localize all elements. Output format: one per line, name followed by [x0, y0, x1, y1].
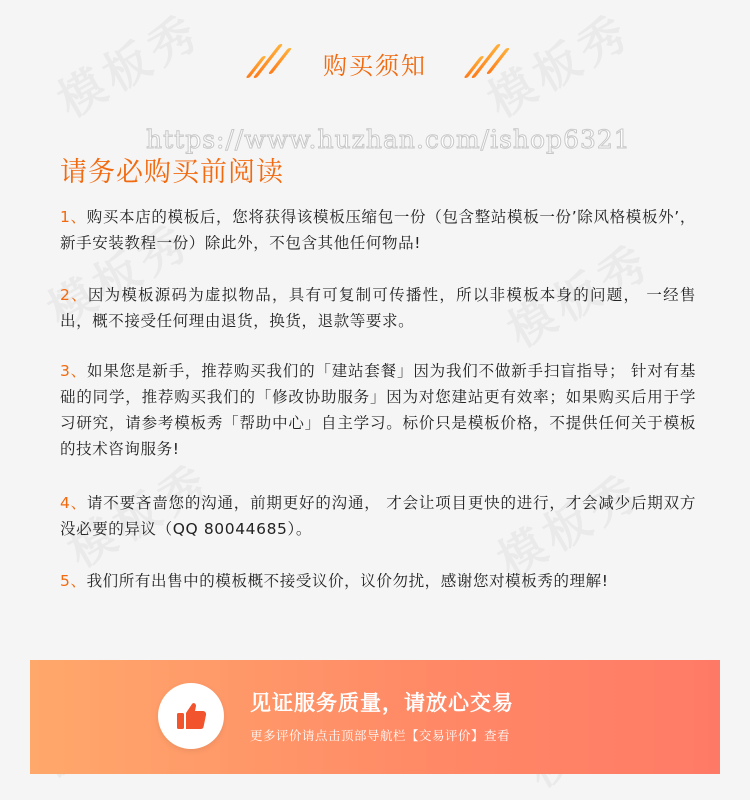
header [0, 38, 750, 88]
item-number: 4、 [60, 494, 87, 512]
trust-banner [30, 660, 720, 774]
thumbs-up-icon [158, 683, 224, 749]
item-text: 因为模板源码为虚拟物品，具有可复制可传播性，所以非模板本身的问题， 一经售出，概不接受任何理由退货，换货，退款等要求。 [60, 286, 696, 330]
decorative-stripes-right [464, 44, 510, 78]
page-title: 购买须知 [323, 52, 427, 80]
banner-subtitle: 更多评价请点击顶部导航栏【交易评价】查看 [250, 728, 511, 743]
notice-item-4 [60, 490, 696, 542]
item-number: 2、 [60, 286, 88, 304]
banner-title: 见证服务质量，请放心交易 [250, 691, 514, 715]
item-text: 请不要吝啬您的沟通，前期更好的沟通， 才会让项目更快的进行，才会减少后期双方没必要的异议（QQ 80044685）。 [60, 494, 696, 538]
notice-item-1 [60, 204, 696, 256]
item-number: 1、 [60, 208, 87, 226]
notice-item-2 [60, 282, 696, 334]
item-text: 我们所有出售中的模板概不接受议价，议价勿扰，感谢您对模板秀的理解! [86, 572, 609, 590]
notice-item-3 [60, 358, 696, 462]
item-text: 如果您是新手，推荐购买我们的「建站套餐」因为我们不做新手扫盲指导； 针对有基础的同学，推荐购买我们的「修改协助服务」因为对您建站更有效率；如果购买后用于学习研究，请参考模板秀「帮助中心」自主学习。标价只是模板价格，不提供任何关于模板的技术咨询服务! [60, 362, 697, 458]
shop-url-watermark: https://www.huzhan.com/ishop6321 [146, 125, 631, 154]
item-text: 购买本店的模板后，您将获得该模板压缩包一份（包含整站模板一份’除风格模板外’，新手安装教程一份）除此外，不包含其他任何物品! [60, 208, 696, 252]
notice-item-5 [60, 568, 696, 594]
item-number: 3、 [60, 362, 87, 380]
section-title: 请务必购买前阅读 [60, 157, 284, 188]
item-number: 5、 [60, 572, 87, 590]
